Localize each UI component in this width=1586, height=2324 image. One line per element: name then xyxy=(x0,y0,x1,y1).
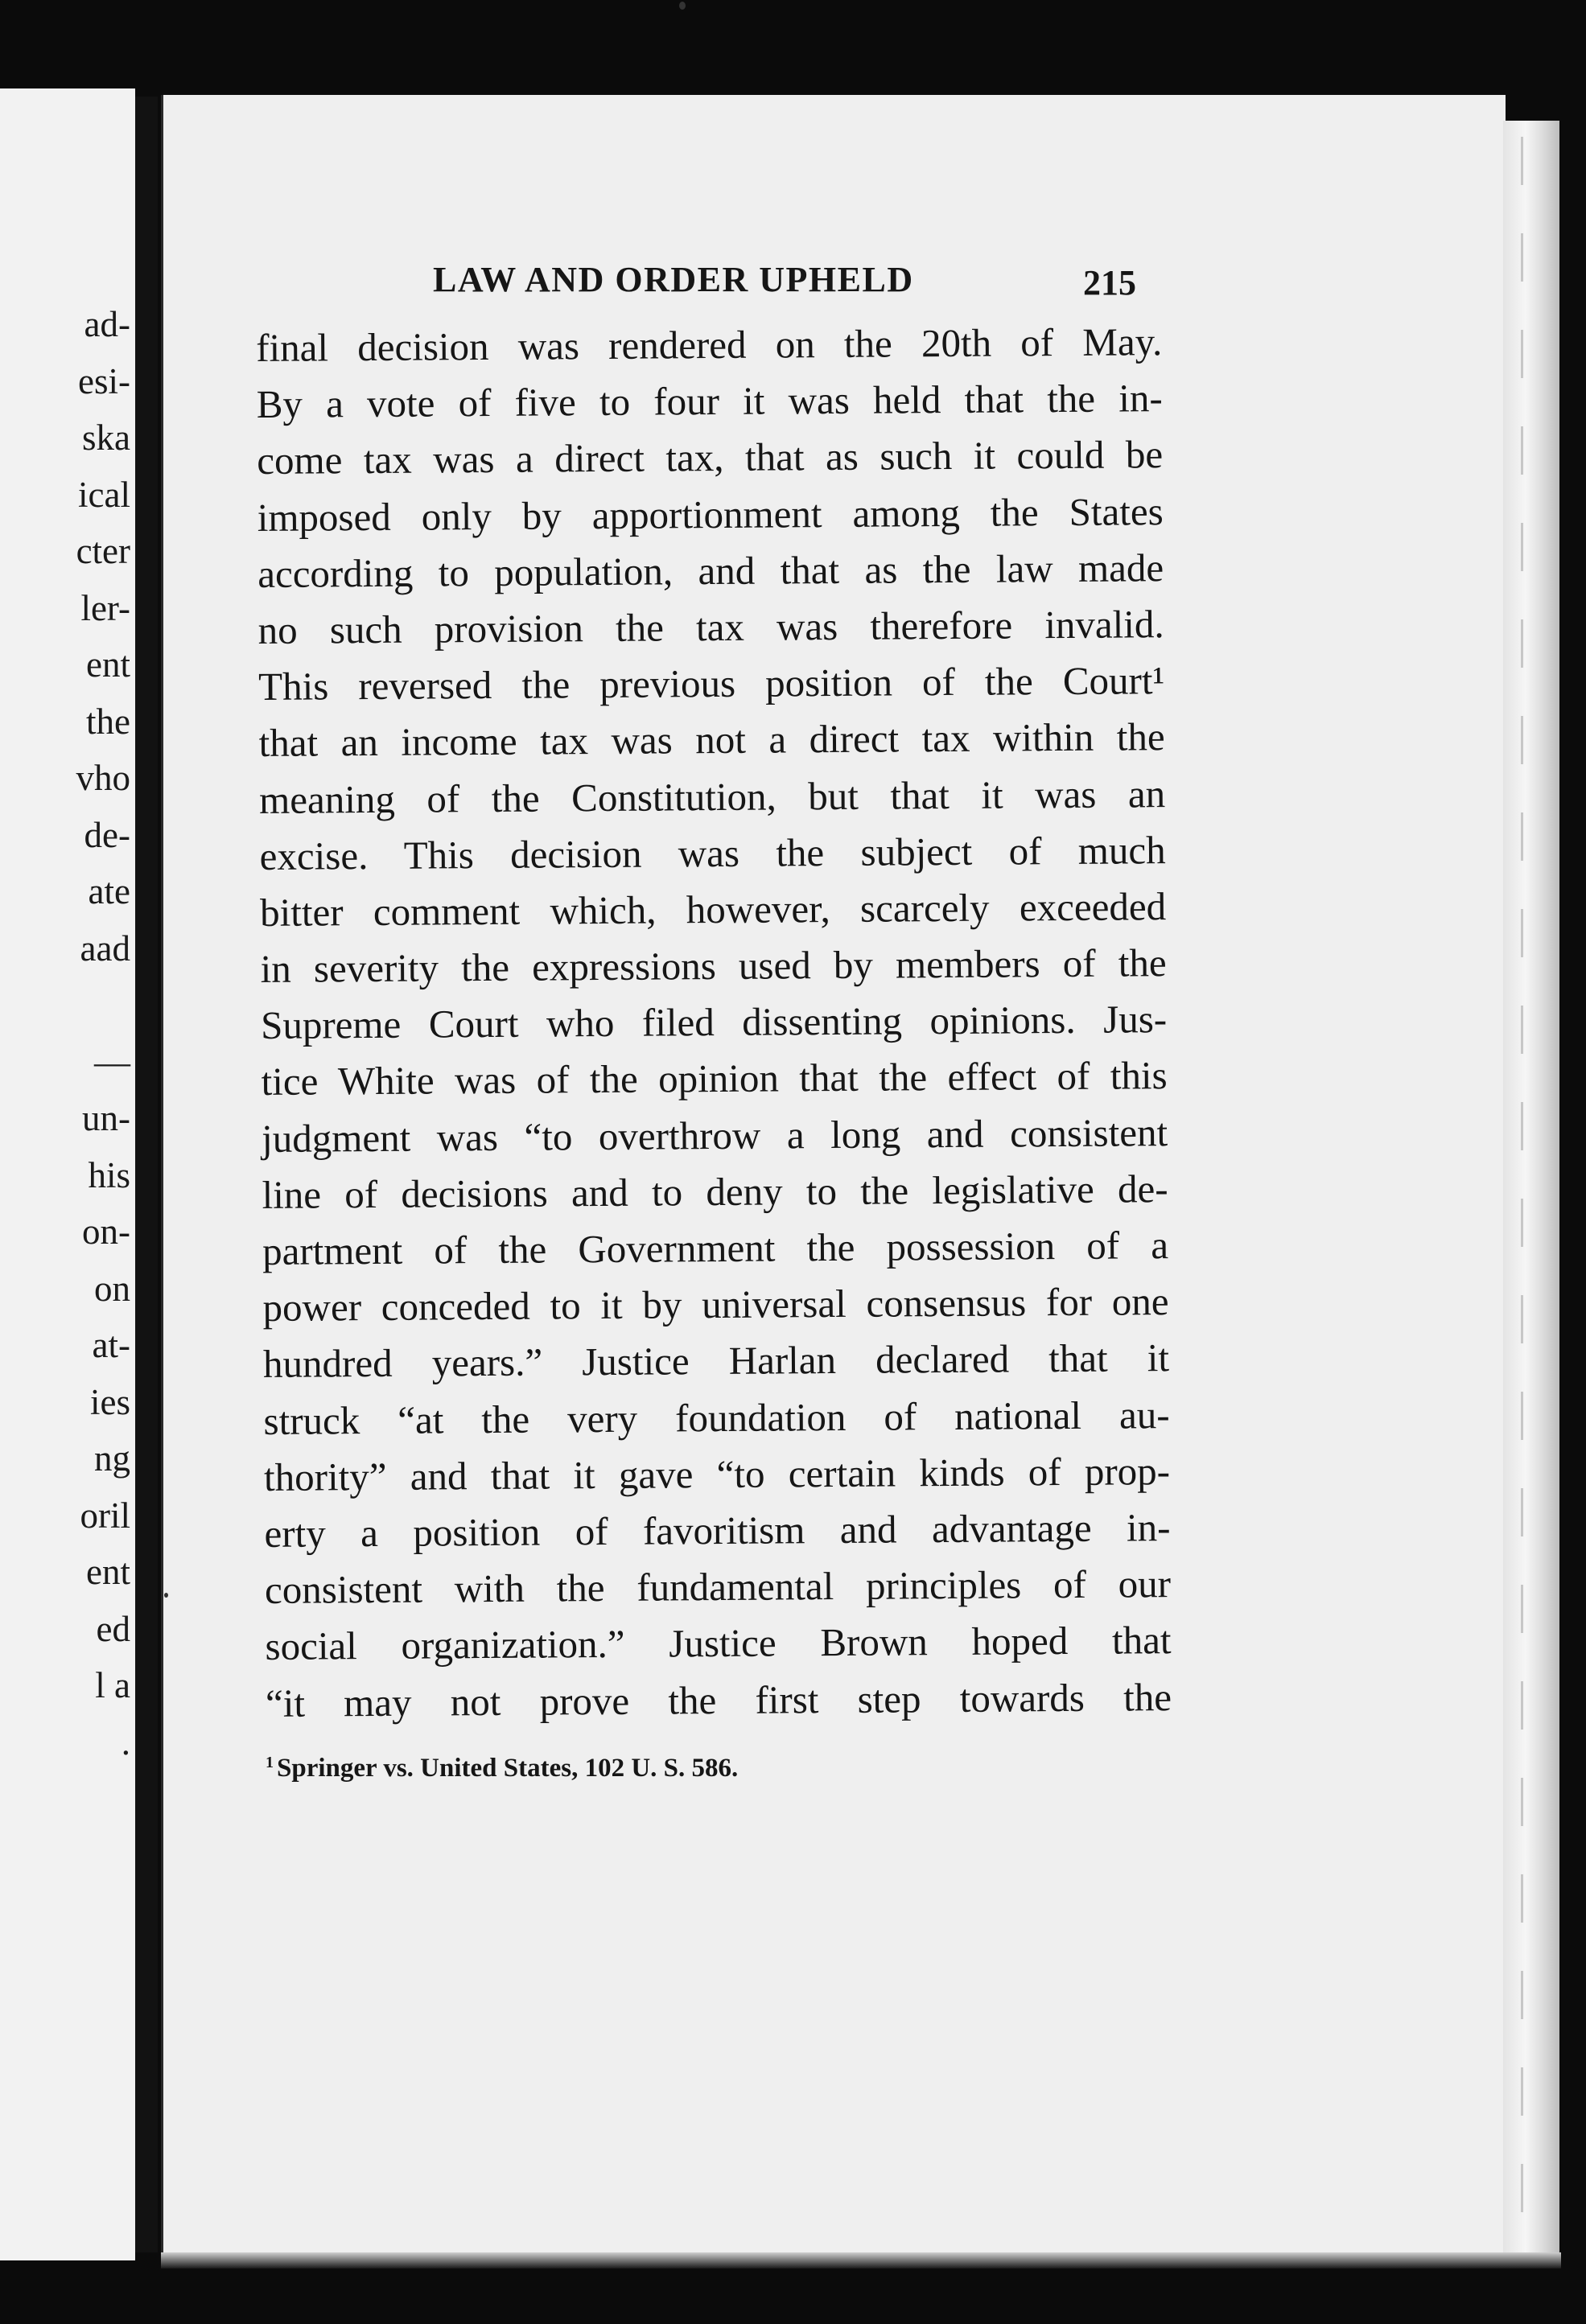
fragment-line: cter xyxy=(76,531,130,571)
text-line: line of decisions and to deny to the legislative de- xyxy=(262,1166,1168,1217)
fragment-line: at- xyxy=(92,1325,130,1365)
page-number: 215 xyxy=(1083,263,1136,302)
body-text xyxy=(256,314,1172,1732)
fragment-line: on- xyxy=(82,1211,130,1252)
text-line: social organization.” Justice Brown hoped that xyxy=(265,1618,1172,1669)
footnote-marker: 1 xyxy=(266,1754,274,1771)
text-line: hundred years.” Justice Harlan declared that it xyxy=(262,1335,1170,1387)
text-line: Supreme Court who filed dissenting opinions. Jus- xyxy=(260,997,1168,1048)
text-line: judgment was “to overthrow a long and consistent xyxy=(261,1109,1168,1161)
text-line: thority” and that it gave “to certain kinds of prop- xyxy=(263,1448,1171,1499)
fragment-line: esi- xyxy=(78,360,130,401)
fragment-line: the xyxy=(86,701,130,742)
text-line: that an income tax was not a direct tax within the xyxy=(258,714,1165,766)
text-line: imposed only by apportionment among the States xyxy=(257,488,1164,540)
text-line: “it may not prove the first step towards the xyxy=(265,1674,1172,1726)
fragment-line: ical xyxy=(78,474,130,515)
text-line: meaning of the Constitution, but that it was an xyxy=(258,771,1166,822)
fragment-line: his xyxy=(88,1154,130,1195)
text-line: final decision was rendered on the 20th of May. xyxy=(256,319,1163,370)
fragment-line: l a xyxy=(95,1665,130,1705)
text-line: By a vote of five to four it was held that the in- xyxy=(256,376,1163,427)
fragment-line: ler- xyxy=(80,587,130,628)
fragment-line: de- xyxy=(84,814,130,855)
text-line: erty a position of favoritism and advantage in- xyxy=(264,1505,1171,1556)
page-bottom-shadow xyxy=(161,2252,1561,2268)
fragment-line xyxy=(76,977,131,1034)
page-edge-stack xyxy=(1503,121,1559,2268)
fragment-line: ate xyxy=(88,871,130,911)
text-line: excise. This decision was the subject of much xyxy=(259,827,1166,878)
previous-page-text-fragments xyxy=(76,296,131,1771)
scan-speck xyxy=(679,2,686,10)
fragment-line: on xyxy=(94,1268,130,1309)
text-line: consistent with the fundamental principles of our xyxy=(264,1561,1172,1613)
book-gutter xyxy=(135,97,158,2252)
previous-page-strip xyxy=(0,88,135,2260)
fragment-line: ent xyxy=(86,1552,130,1592)
fragment-line: ng xyxy=(94,1438,130,1479)
fragment-line: ad- xyxy=(84,304,130,344)
fragment-line: ies xyxy=(90,1381,130,1422)
fragment-line: . xyxy=(121,1721,130,1763)
fragment-line: — xyxy=(94,1041,130,1082)
fragment-line: vho xyxy=(76,758,130,798)
fragment-line: ed xyxy=(96,1608,130,1649)
footnote-text: Springer vs. United States, 102 U. S. 586. xyxy=(277,1754,739,1783)
footnote xyxy=(266,1754,738,1783)
text-line: come tax was a direct tax, that as such it could be xyxy=(257,432,1164,483)
fragment-line: oril xyxy=(80,1495,130,1536)
text-line: bitter comment which, however, scarcely exceeded xyxy=(259,883,1167,935)
text-line: no such provision the tax was therefore invalid. xyxy=(257,602,1164,652)
text-line: power conceded to it by universal consensus for one xyxy=(262,1279,1169,1331)
text-line: This reversed the previous position of the Court¹ xyxy=(257,658,1165,710)
text-line: partment of the Government the possession of a xyxy=(262,1223,1169,1273)
fragment-line: un- xyxy=(82,1098,130,1138)
running-head: LAW AND ORDER UPHELD xyxy=(433,260,914,299)
text-line: tice White was of the opinion that the effect of this xyxy=(261,1053,1168,1104)
page-edge-texture xyxy=(1521,137,1523,2260)
text-line: according to population, and that as the law made xyxy=(257,545,1164,596)
text-line: struck “at the very foundation of national au- xyxy=(263,1392,1170,1443)
fragment-line: ska xyxy=(82,417,130,458)
text-line: in severity the expressions used by members of the xyxy=(260,940,1167,992)
scan-speck xyxy=(164,1593,168,1598)
fragment-line: aad xyxy=(80,928,130,969)
fragment-line: ent xyxy=(86,644,130,685)
